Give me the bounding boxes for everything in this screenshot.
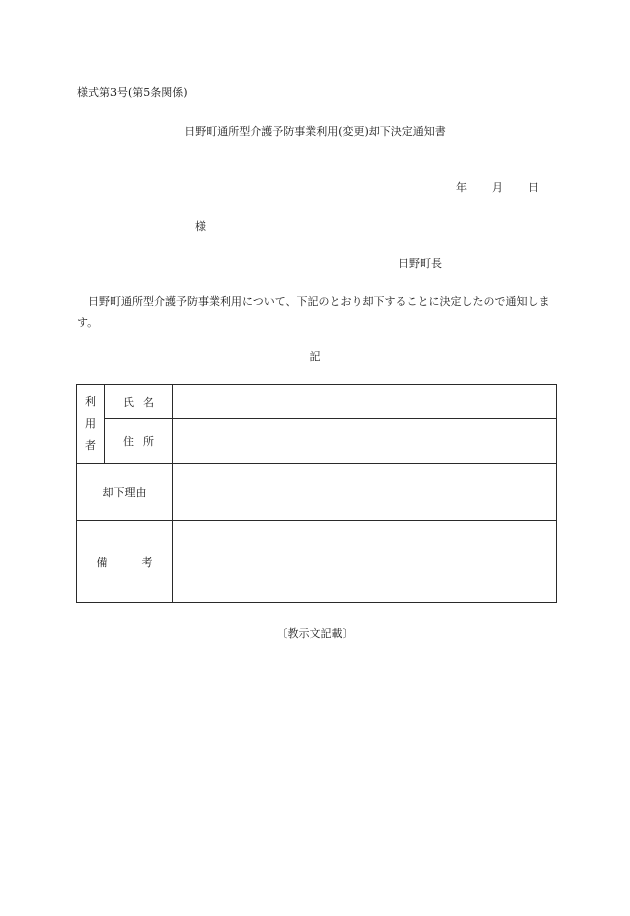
- reason-row: [77, 464, 557, 521]
- user-header-cell: [77, 385, 105, 464]
- date-month-label: 月: [492, 181, 503, 194]
- user-label-char-1: 利: [85, 395, 96, 408]
- date-day-label: 日: [528, 181, 539, 194]
- document-title: 日野町通所型介護予防事業利用(変更)却下決定通知書: [184, 125, 446, 138]
- user-label-char-3: 者: [85, 439, 96, 452]
- reason-label-cell: [77, 464, 173, 521]
- date-year-label: 年: [456, 181, 467, 194]
- address-label-cell: [105, 419, 173, 464]
- addressee-honorific: 様: [195, 220, 206, 233]
- name-label: 氏名: [123, 395, 163, 409]
- name-row: [77, 385, 557, 419]
- remarks-row: [77, 521, 557, 603]
- address-label: 住所: [123, 435, 163, 448]
- reason-value-cell[interactable]: [173, 464, 557, 521]
- remarks-label: 備考: [96, 555, 187, 569]
- reason-label: 却下理由: [102, 486, 147, 499]
- record-table: [76, 384, 557, 603]
- issuer-name: 日野町長: [398, 257, 442, 270]
- form-number: 様式第3号(第5条関係): [77, 86, 188, 99]
- ki-heading: 記: [309, 350, 321, 363]
- body-text: 日野町通所型介護予防事業利用について、下記のとおり却下することに決定したので通知します。: [77, 295, 550, 329]
- user-label-char-2: 用: [85, 417, 96, 430]
- name-value-cell[interactable]: [173, 385, 557, 419]
- remarks-label-cell: [77, 521, 187, 603]
- address-value-cell[interactable]: [173, 419, 557, 464]
- address-row: [77, 419, 557, 464]
- name-label-cell: [105, 385, 173, 419]
- appeal-notice-note: 〔教示文記載〕: [276, 627, 354, 640]
- remarks-value-cell[interactable]: [173, 521, 557, 603]
